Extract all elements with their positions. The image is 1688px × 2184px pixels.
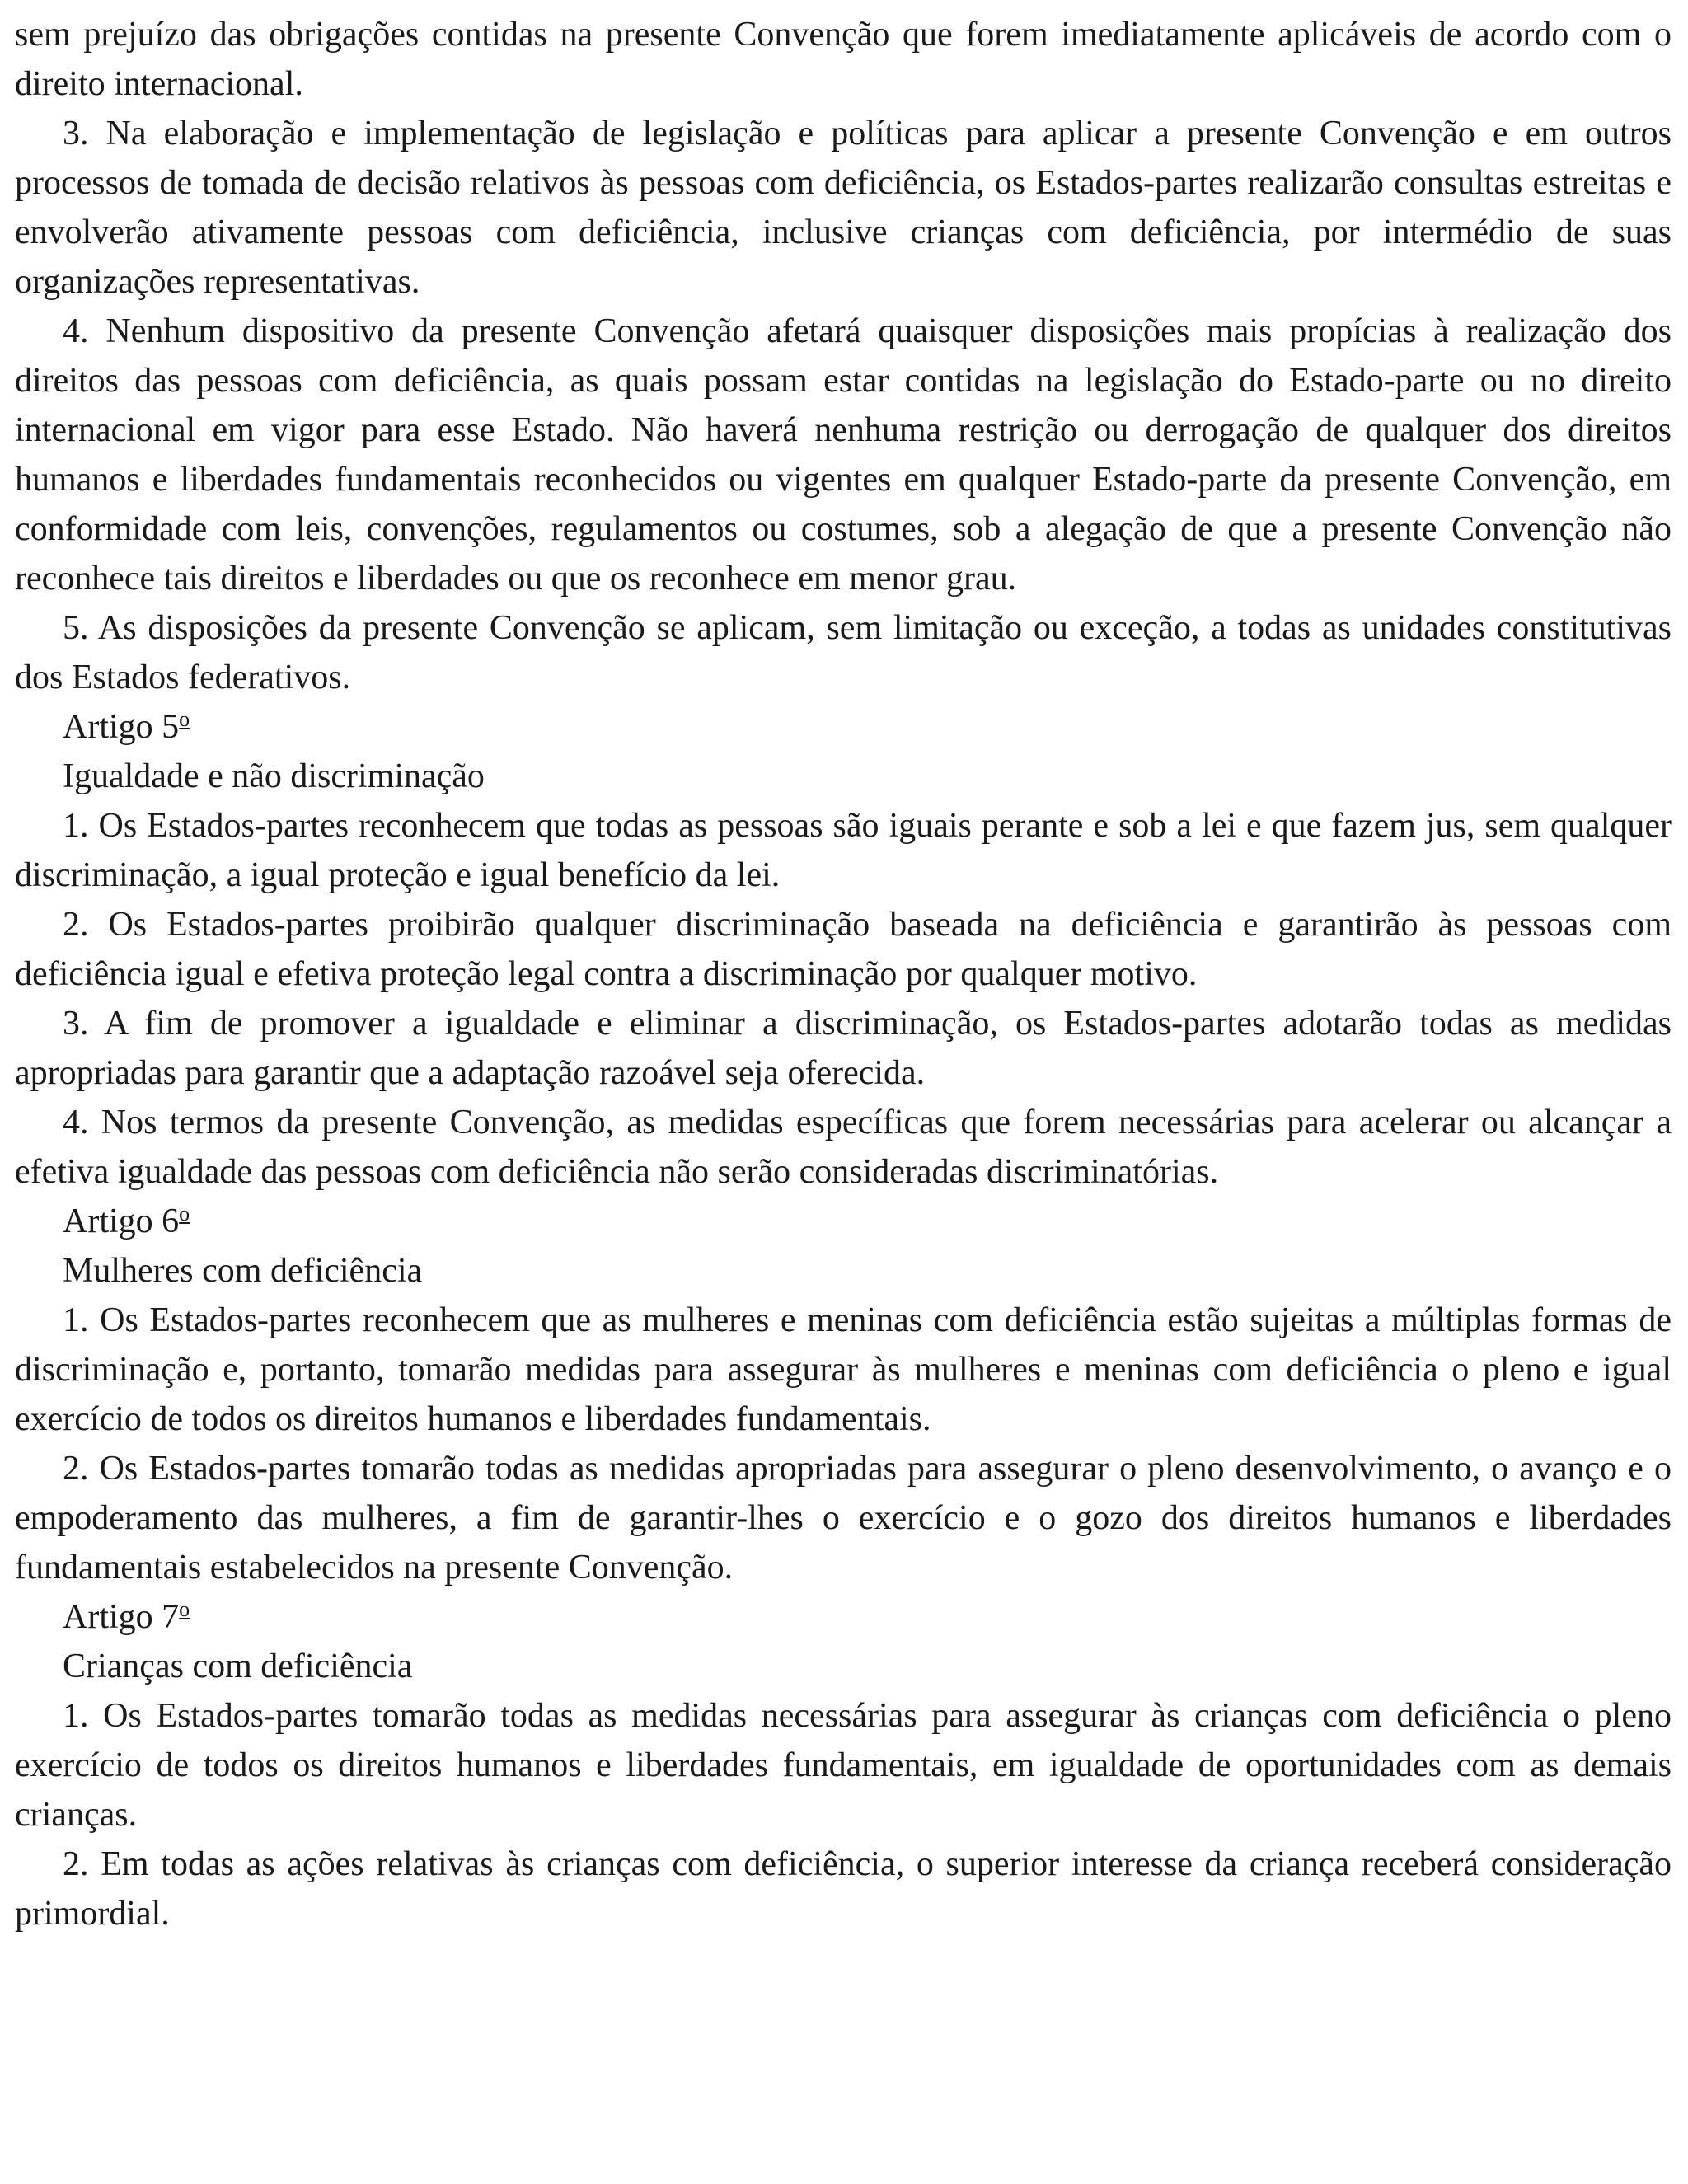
article-7-title: Crianças com deficiência bbox=[63, 1647, 413, 1685]
paragraph-item-5: 5. As disposições da presente Convenção se aplicam, sem limitação ou exceção, a todas as unidades constitutivas dos Estados federativos. bbox=[15, 609, 1672, 696]
article-5-label: Artigo 5 bbox=[63, 708, 180, 746]
article-7-paragraph-1: 1. Os Estados-partes tomarão todas as medidas necessárias para assegurar às crianças com deficiência o pleno exercício de todos os direitos humanos e liberdades fundamentais, em igualdade de oportunidades com as demais crianças. bbox=[15, 1697, 1672, 1834]
article-6-paragraph-1: 1. Os Estados-partes reconhecem que as mulheres e meninas com deficiência estão sujeitas a múltiplas formas de discriminação e, portanto, tomarão medidas para assegurar às mulheres e meninas com deficiência o pleno e igual exercício de todos os direitos humanos e liberdades fundamentais. bbox=[15, 1301, 1672, 1438]
article-7-ordinal: o bbox=[179, 1597, 190, 1621]
article-6-paragraph-2: 2. Os Estados-partes tomarão todas as medidas apropriadas para assegurar o pleno desenvolvimento, o avanço e o empoderamento das mulheres, a fim de garantir-lhes o exercício e o gozo dos direitos humanos e liberdades fundamentais estabelecidos na presente Convenção. bbox=[15, 1450, 1672, 1586]
paragraph-continuation: sem prejuízo das obrigações contidas na presente Convenção que forem imediatamente aplicáveis de acordo com o direito internacional. bbox=[15, 16, 1672, 103]
article-5-paragraph-3: 3. A fim de promover a igualdade e eliminar a discriminação, os Estados-partes adotarão todas as medidas apropriadas para garantir que a adaptação razoável seja oferecida. bbox=[15, 1005, 1672, 1092]
article-6-heading bbox=[15, 1197, 1672, 1246]
article-5-ordinal: o bbox=[179, 707, 190, 731]
paragraph-item-4: 4. Nenhum dispositivo da presente Convenção afetará quaisquer disposições mais propícias à realização dos direitos das pessoas com deficiência, as quais possam estar contidas na legislação do Estado-parte ou no direito internacional em vigor para esse Estado. Não haverá nenhuma restrição ou derrogação de qualquer dos direitos humanos e liberdades fundamentais reconhecidos ou vigentes em qualquer Estado-parte da presente Convenção, em conformidade com leis, convenções, regulamentos ou costumes, sob a alegação de que a presente Convenção não reconhece tais direitos e liberdades ou que os reconhece em menor grau. bbox=[15, 312, 1672, 598]
article-5-paragraph-4: 4. Nos termos da presente Convenção, as medidas específicas que forem necessárias para acelerar ou alcançar a efetiva igualdade das pessoas com deficiência não serão consideradas discriminatórias. bbox=[15, 1104, 1672, 1191]
document-page bbox=[15, 10, 1672, 1938]
article-5-heading bbox=[15, 702, 1672, 752]
article-7-label: Artigo 7 bbox=[63, 1598, 180, 1636]
article-5-title: Igualdade e não discriminação bbox=[63, 757, 485, 795]
article-7-heading bbox=[15, 1592, 1672, 1642]
article-7-paragraph-2: 2. Em todas as ações relativas às crianças com deficiência, o superior interesse da criança receberá consideração primordial. bbox=[15, 1845, 1672, 1933]
paragraph-item-3: 3. Na elaboração e implementação de legislação e políticas para aplicar a presente Convenção e em outros processos de tomada de decisão relativos às pessoas com deficiência, os Estados-partes realizarão consultas estreitas e envolverão ativamente pessoas com deficiência, inclusive crianças com deficiência, por intermédio de suas organizações representativas. bbox=[15, 115, 1672, 301]
article-5-paragraph-1: 1. Os Estados-partes reconhecem que todas as pessoas são iguais perante e sob a lei e que fazem jus, sem qualquer discriminação, a igual proteção e igual benefício da lei. bbox=[15, 807, 1672, 894]
article-6-ordinal: o bbox=[179, 1202, 190, 1226]
article-5-paragraph-2: 2. Os Estados-partes proibirão qualquer discriminação baseada na deficiência e garantirão às pessoas com deficiência igual e efetiva proteção legal contra a discriminação por qualquer motivo. bbox=[15, 906, 1672, 993]
article-6-label: Artigo 6 bbox=[63, 1202, 180, 1240]
article-6-title: Mulheres com deficiência bbox=[63, 1252, 423, 1290]
